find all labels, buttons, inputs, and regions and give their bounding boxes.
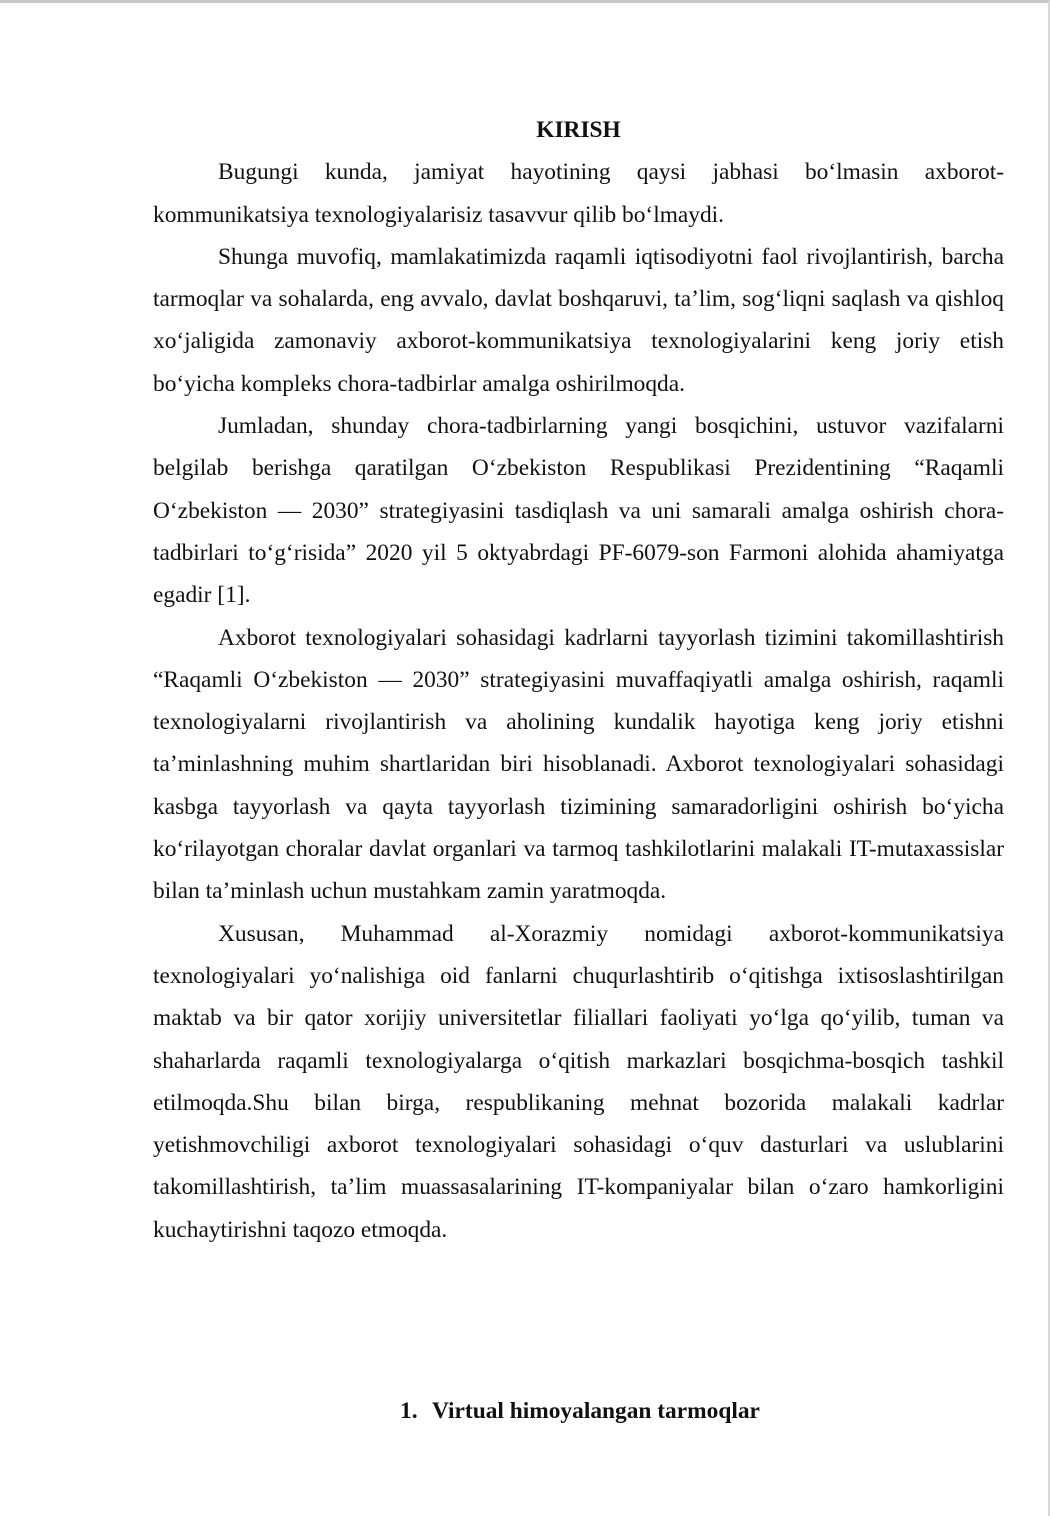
paragraph-4: Axborot texnologiyalari sohasidagi kadrlarni tayyorlash tizimini takomillashtirish “Raqamli O‘zbekiston — 2030” strategiyasini muvaffaqiyatli amalga oshirish, raqamli texnologiyalarni rivojlantirish va aholining kundalik hayotiga keng joriy etishni ta’minlashning muhim shartlaridan biri hisoblanadi. Axborot texnologiyalari sohasidagi kasbga tayyorlash va qayta tayyorlash tizimining samaradorligini oshirish bo‘yicha ko‘rilayotgan choralar davlat organlari va tarmoq tashkilotlarini malakali IT-mutaxassislar bilan ta’minlash uchun mustahkam zamin yaratmoqda. [153,624,1004,905]
page-title: KIRISH [536,117,621,143]
paragraph-2: Shunga muvofiq, mamlakatimizda raqamli iqtisodiyotni faol rivojlantirish, barcha tarmoqlar va sohalarda, eng avvalo, davlat boshqaruvi, ta’lim, sog‘liqni saqlash va qishloq xo‘jaligida zamonaviy axborot-kommunikatsiya texnologiyalarini keng joriy etish bo‘yicha kompleks chora-tadbirlar amalga oshirilmoqda. [153,243,1004,397]
paragraph-5: Xususan, Muhammad al-Xorazmiy nomidagi axborot-kommunikatsiya texnologiyalari yo‘nalishiga oid fanlarni chuqurlashtirib o‘qitishga ixtisoslashtirilgan maktab va bir qator xorijiy universitetlar filiallari faoliyati yo‘lga qo‘yilib, tuman va shaharlarda raqamli texnologiyalarga o‘qitish markazlari bosqichma-bosqich tashkil etilmoqda.Shu bilan birga, respublikaning mehnat bozorida malakali kadrlar yetishmovchiligi axborot texnologiyalari sohasidagi o‘quv dasturlari va uslublarini takomillashtirish, ta’lim muassasalarining IT-kompaniyalar bilan o‘zaro hamkorligini kuchaytirishni taqozo etmoqda. [153,920,1004,1243]
paragraph-1: Bugungi kunda, jamiyat hayotining qaysi jabhasi bo‘lmasin axborot-kommunikatsiya texnologiyalarisiz tasavvur qilib bo‘lmaydi. [153,159,1004,228]
section-number: 1. [400,1398,418,1424]
document-body [153,109,1004,1424]
section-title: Virtual himoyalangan tarmoqlar [432,1398,760,1424]
paragraph-3: Jumladan, shunday chora-tadbirlarning yangi bosqichini, ustuvor vazifalarni belgilab berishga qaratilgan O‘zbekiston Respublikasi Prezidentining “Raqamli O‘zbekiston — 2030” strategiyasini tasdiqlash va uni samarali amalga oshirish chora-tadbirlari to‘g‘risida” 2020 yil 5 oktyabrdagi PF-6079-son Farmoni alohida ahamiyatga egadir [1]. [153,413,1004,609]
section-heading [400,1390,760,1432]
